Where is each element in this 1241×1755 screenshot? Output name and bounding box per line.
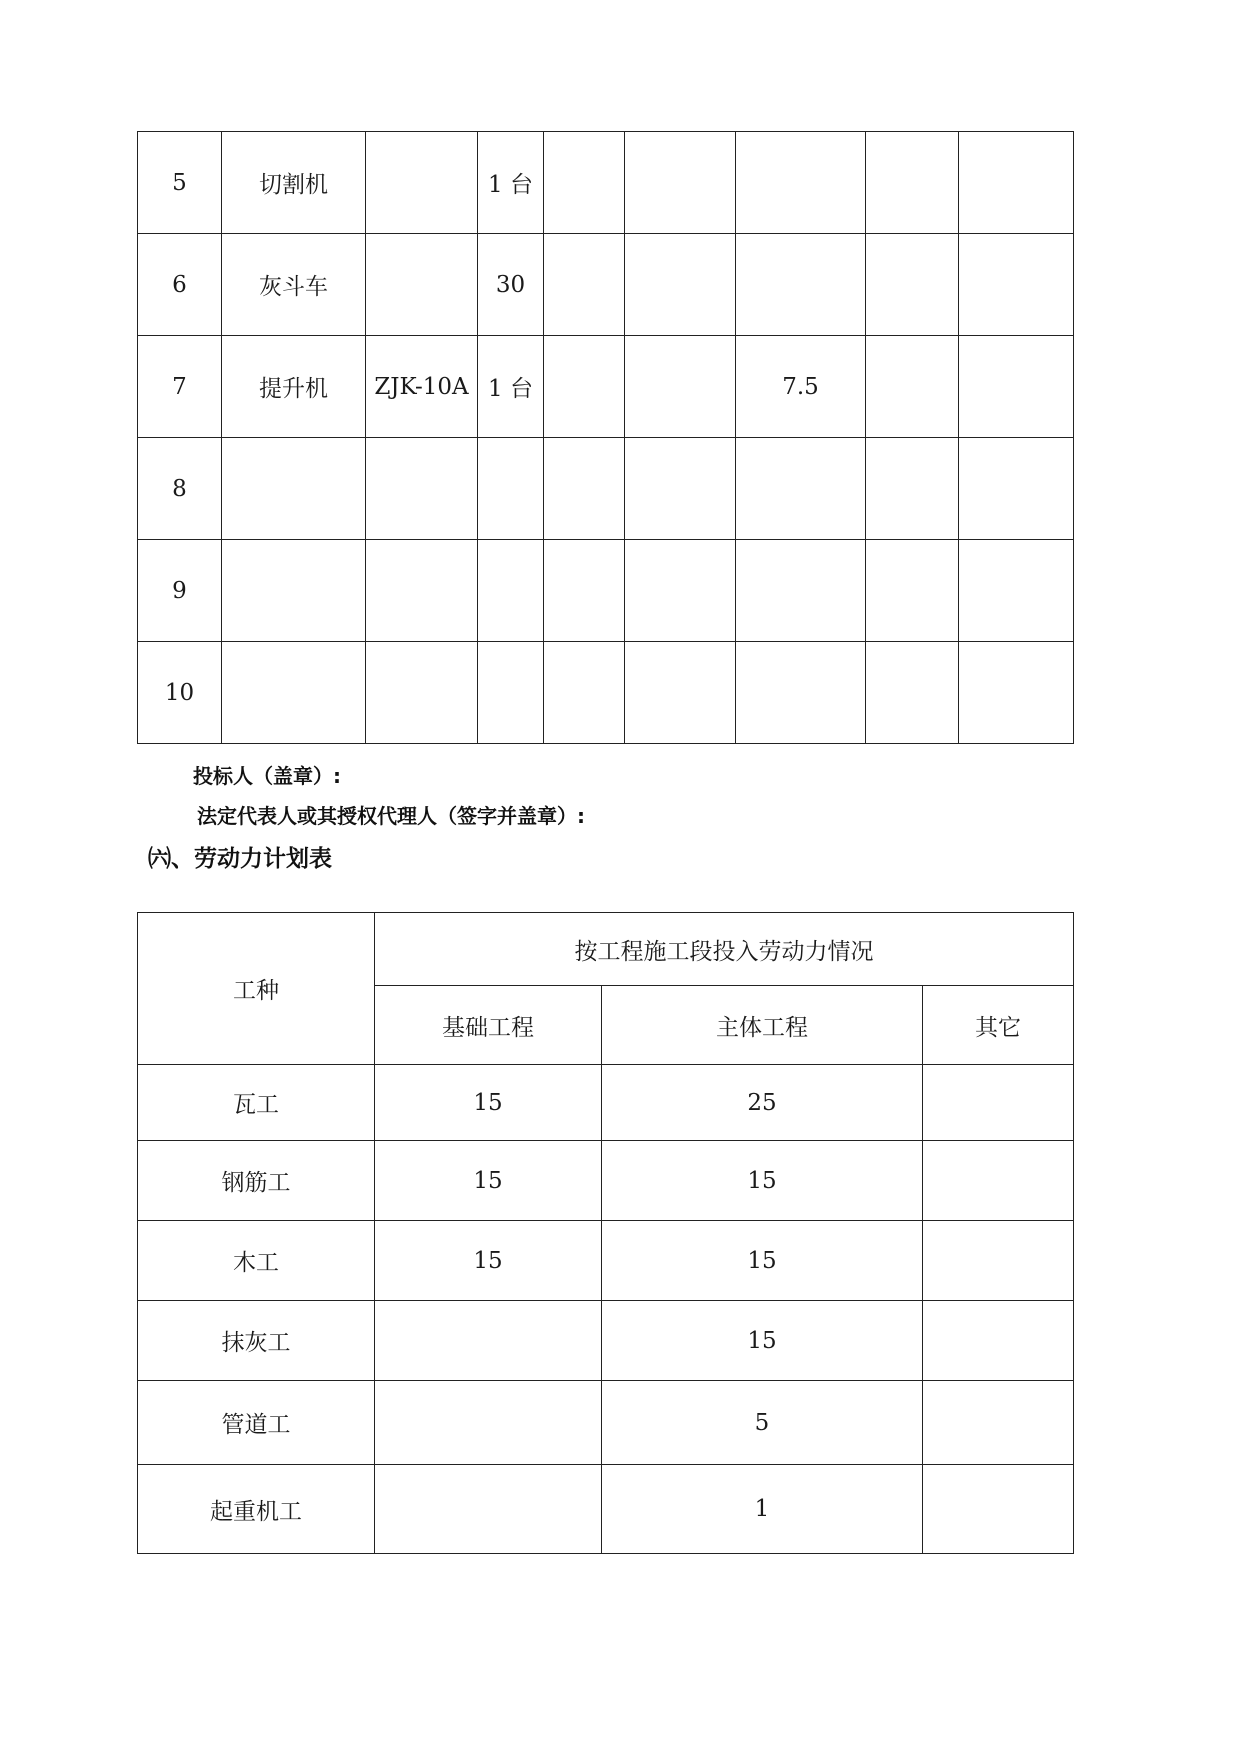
labor-main: 15 [602, 1301, 923, 1381]
equipment-row [138, 234, 1074, 336]
equipment-name: 灰斗车 [222, 234, 366, 336]
labor-row [138, 1301, 1074, 1381]
equipment-no: 7 [138, 336, 222, 438]
header-other: 其它 [923, 986, 1074, 1065]
equipment-model [366, 540, 478, 642]
labor-trade: 抹灰工 [138, 1301, 375, 1381]
equipment-no: 10 [138, 642, 222, 744]
labor-foundation: 15 [375, 1141, 602, 1221]
equipment-cell [544, 642, 625, 744]
equipment-row [138, 132, 1074, 234]
header-main: 主体工程 [602, 986, 923, 1065]
labor-trade: 瓦工 [138, 1065, 375, 1141]
equipment-cell [625, 540, 736, 642]
header-foundation: 基础工程 [375, 986, 602, 1065]
equipment-qty [478, 642, 544, 744]
labor-main: 1 [602, 1465, 923, 1554]
labor-foundation [375, 1465, 602, 1554]
equipment-name [222, 540, 366, 642]
equipment-qty: 1 台 [478, 336, 544, 438]
equipment-row [138, 336, 1074, 438]
equipment-qty [478, 540, 544, 642]
equipment-cell [866, 642, 959, 744]
equipment-cell [959, 336, 1074, 438]
equipment-row [138, 642, 1074, 744]
labor-trade: 钢筋工 [138, 1141, 375, 1221]
labor-foundation [375, 1381, 602, 1465]
labor-other [923, 1381, 1074, 1465]
equipment-cell [544, 132, 625, 234]
labor-other [923, 1221, 1074, 1301]
labor-row [138, 1065, 1074, 1141]
equipment-model [366, 438, 478, 540]
labor-other [923, 1141, 1074, 1221]
equipment-model [366, 234, 478, 336]
labor-plan-table [137, 912, 1074, 1554]
equipment-cell [959, 132, 1074, 234]
equipment-cell [866, 540, 959, 642]
equipment-cell [959, 540, 1074, 642]
labor-trade: 木工 [138, 1221, 375, 1301]
labor-main: 15 [602, 1141, 923, 1221]
bidder-seal-label: 投标人（盖章）: [193, 764, 341, 788]
equipment-cell [544, 336, 625, 438]
equipment-cell [866, 132, 959, 234]
equipment-row [138, 438, 1074, 540]
equipment-model [366, 642, 478, 744]
labor-trade: 起重机工 [138, 1465, 375, 1554]
labor-foundation [375, 1301, 602, 1381]
equipment-cell [959, 438, 1074, 540]
labor-foundation: 15 [375, 1221, 602, 1301]
labor-header-row [138, 913, 1074, 986]
equipment-power [736, 642, 866, 744]
equipment-no: 9 [138, 540, 222, 642]
equipment-no: 5 [138, 132, 222, 234]
equipment-model [366, 132, 478, 234]
equipment-name [222, 642, 366, 744]
labor-trade: 管道工 [138, 1381, 375, 1465]
labor-other [923, 1301, 1074, 1381]
equipment-cell [544, 540, 625, 642]
equipment-name [222, 438, 366, 540]
equipment-table [137, 131, 1074, 744]
equipment-name: 切割机 [222, 132, 366, 234]
labor-row [138, 1465, 1074, 1554]
equipment-cell [866, 336, 959, 438]
equipment-power [736, 132, 866, 234]
labor-other [923, 1065, 1074, 1141]
equipment-cell [625, 642, 736, 744]
labor-other [923, 1465, 1074, 1554]
equipment-cell [866, 438, 959, 540]
equipment-no: 8 [138, 438, 222, 540]
labor-row [138, 1381, 1074, 1465]
equipment-cell [959, 234, 1074, 336]
equipment-cell [544, 438, 625, 540]
section-title: ㈥、劳动力计划表 [148, 846, 332, 872]
labor-main: 25 [602, 1065, 923, 1141]
header-trade: 工种 [138, 913, 375, 1065]
equipment-power: 7.5 [736, 336, 866, 438]
equipment-no: 6 [138, 234, 222, 336]
equipment-cell [544, 234, 625, 336]
labor-foundation: 15 [375, 1065, 602, 1141]
labor-main: 15 [602, 1221, 923, 1301]
equipment-power [736, 234, 866, 336]
equipment-cell [866, 234, 959, 336]
equipment-power [736, 540, 866, 642]
equipment-cell [625, 336, 736, 438]
labor-row [138, 1221, 1074, 1301]
equipment-qty: 30 [478, 234, 544, 336]
equipment-cell [625, 438, 736, 540]
equipment-name: 提升机 [222, 336, 366, 438]
equipment-power [736, 438, 866, 540]
equipment-qty [478, 438, 544, 540]
labor-row [138, 1141, 1074, 1221]
equipment-qty: 1 台 [478, 132, 544, 234]
equipment-model: ZJK-10A [366, 336, 478, 438]
equipment-cell [625, 234, 736, 336]
labor-main: 5 [602, 1381, 923, 1465]
equipment-row [138, 540, 1074, 642]
legal-representative-label: 法定代表人或其授权代理人（签字并盖章）: [197, 804, 585, 828]
header-group: 按工程施工段投入劳动力情况 [375, 913, 1074, 986]
equipment-cell [959, 642, 1074, 744]
equipment-cell [625, 132, 736, 234]
